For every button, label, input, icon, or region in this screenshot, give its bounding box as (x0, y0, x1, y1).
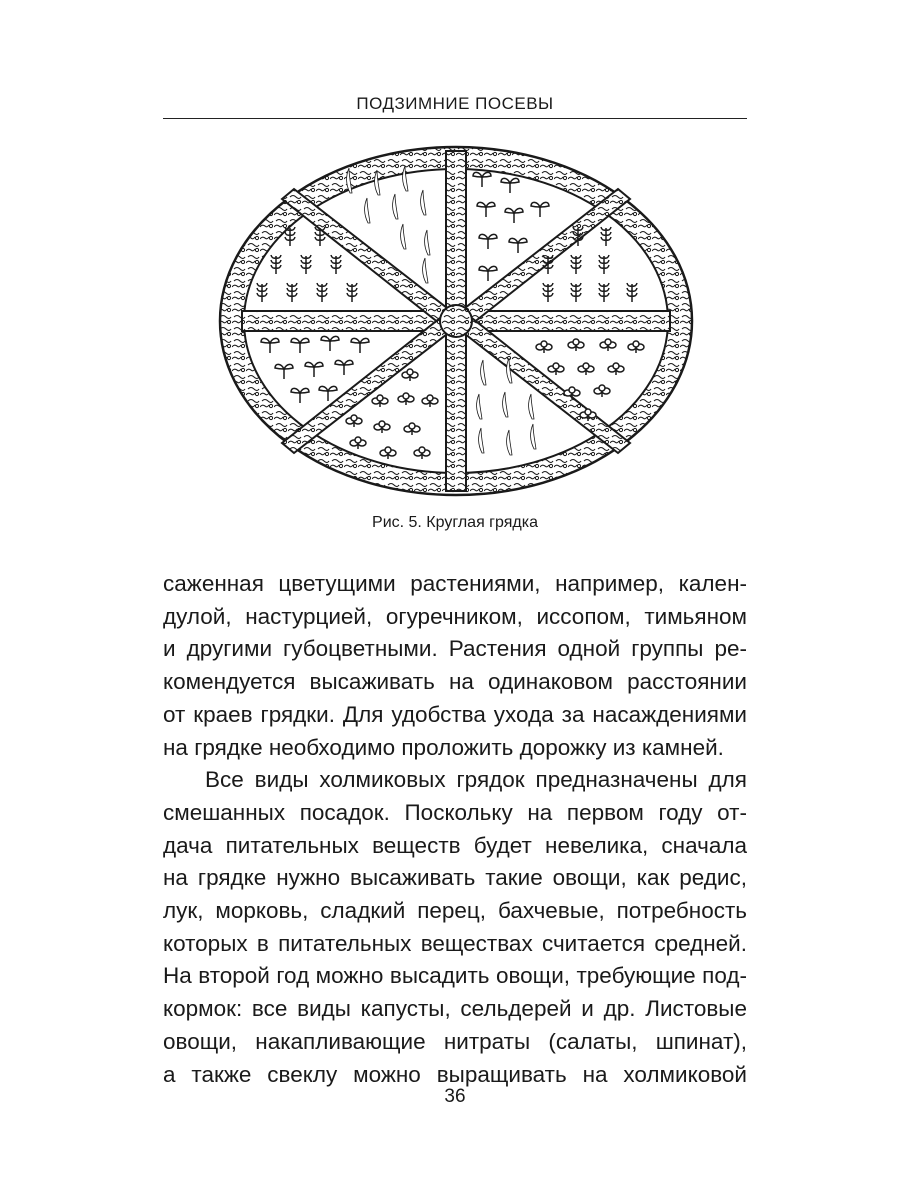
text-line: Все виды холмиковых грядок предназначены для (205, 767, 747, 793)
page-number: 36 (444, 1086, 466, 1107)
text-line: и другими губоцветными. Растения одной группы ре- (163, 636, 747, 662)
text-line: от краев грядки. Для удобства ухода за насаждениями (163, 701, 747, 727)
text-line: комендуется высаживать на одинаковом расстоянии (163, 669, 747, 695)
running-title: ПОДЗИМНИЕ ПОСЕВЫ (356, 94, 554, 113)
center-hub (440, 305, 472, 337)
text-line: которых в питательных веществах считается средней. (163, 930, 747, 956)
text-line: а также свеклу можно выращивать на холмиковой (163, 1061, 747, 1087)
text-line: На второй год можно высадить овощи, требующие под- (163, 963, 747, 989)
text-line: кормок: все виды капусты, сельдерей и др. Листовые (163, 996, 747, 1022)
header-rule (163, 118, 747, 119)
round-garden-bed-figure (218, 145, 694, 497)
figure-caption: Рис. 5. Круглая грядка (372, 514, 538, 531)
text-line: дулой, настурцией, огуречником, иссопом, тимьяном (163, 603, 747, 629)
text-line: саженная цветущими растениями, например, кален- (163, 571, 747, 596)
text-line: дача питательных веществ будет невелика, сначала (163, 832, 747, 858)
text-line: смешанных посадок. Поскольку на первом году от- (163, 799, 747, 825)
text-line: на грядке необходимо проложить дорожку из камней. (163, 734, 724, 760)
garden-bed-illustration (218, 145, 694, 497)
text-line: лук, морковь, сладкий перец, бахчевые, потребность (163, 898, 747, 924)
text-line: на грядке нужно высаживать такие овощи, как редис, (163, 865, 747, 891)
body-text (163, 568, 747, 1091)
text-line: овощи, накапливающие нитраты (салаты, шпинат), (163, 1028, 747, 1054)
